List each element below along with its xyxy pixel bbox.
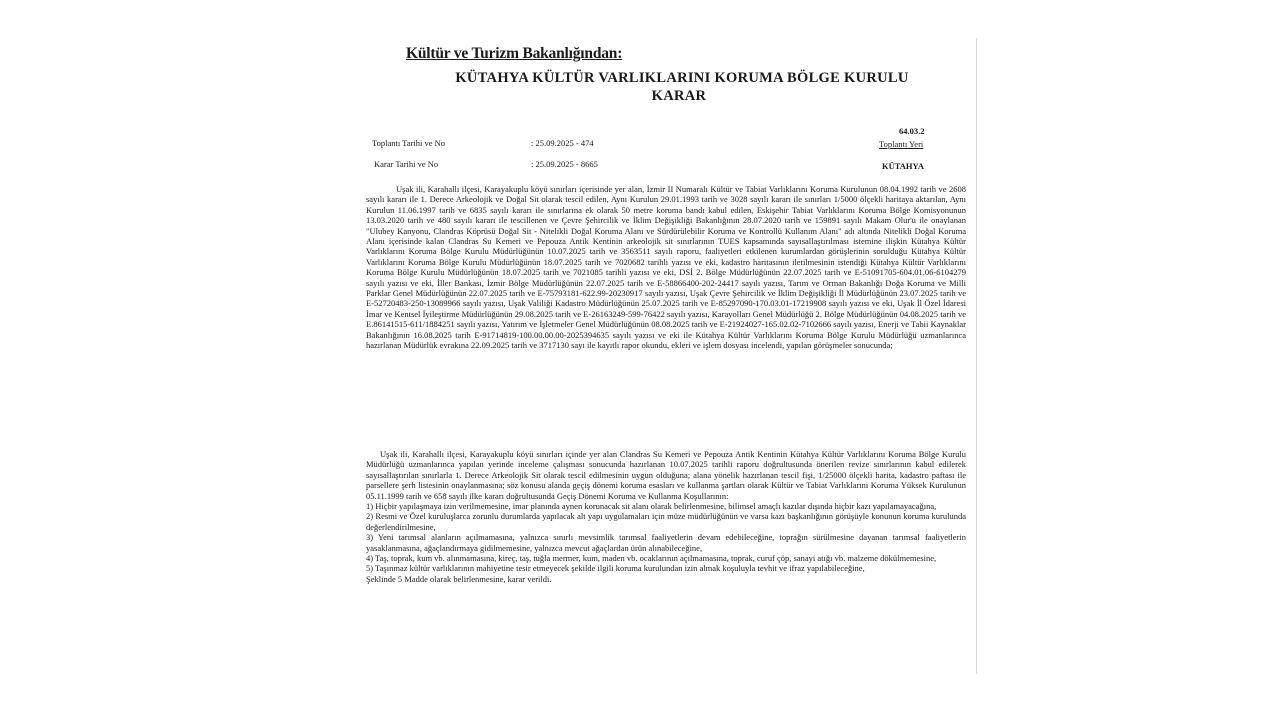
file-code: 64.03.2 — [899, 126, 925, 136]
board-name: KÜTAHYA KÜLTÜR VARLIKLARINI KORUMA BÖLGE KURULU — [455, 70, 909, 86]
condition-item-4: 4) Taş, toprak, kum vb. alınmamasına, kireç, taş, tuğla mermer, kum, maden vb. ocaklarının açılmamasına, toprak, curuf çöp, sanayi atığı vb. malzeme dökülmemesine, — [366, 553, 937, 564]
paragraph-considerations: Uşak ili, Karahallı ilçesi, Karayakuplu köyü sınırları içerisinde yer alan, İzmir II Numaralı Kültür ve Tabiat Varlıklarını Koruma Kurulunun 08.04.1992 tarih ve 2608 sayılı kararı ile 1. Derece Arkeolojik ve Doğal Sit olarak tescil edilen, Aynı Kurulun 29.01.1993 tarih ve 3028 sayılı kararı ile sınırları 1/5000 ölçekli haritaya aktarılan, Aynı Kurulun 11.06.1997 tarih ve 6835 sayılı kararı ile sınırlarına ek olarak 50 metre koruma bandı kabul edilen, Eskişehir Tabiat Varlıklarını Koruma Bölge Komisyonunun 13.03.2020 tarih ve 480 sayılı kararı ile tescillenen ve Çevre Şehircilik ve İklim Değişikliği Bakanlığının 28.07.2020 tarih ve 159891 sayılı Makam Olur'u ile onaylanan "Ulubey Kanyonu, Clandras Köprüsü Doğal Sit - Nitelikli Doğal Koruma Alanı ve Sürdürülebilir Koruma ve Kontrollü Kullanım Alanı" adı altında Nitelikli Doğal Koruma Alanı içerisinde kalan Clandras Su Kemeri ve Pepouza Antik Kentinin arkeolojik sit sınırlarının TUES kapsamında sayısallaştırılması istemine ilişkin Kütahya Kültür Varlıklarını Koruma Bölge Kurulu Müdürlüğünün 10.07.2025 tarih ve 3563511 sayılı raporu, faaliyetleri etkilenen kurumlardan görüşlerinin sorulduğu Kütahya Kültür Varlıklarını Koruma Bölge Kurulu Müdürlüğünün 18.07.2025 tarih ve 7020682 tarihli yazısı ve eki, kadastro haritasının iletilmesinin istendiği Kütahya Kültür Varlıklarını Koruma Bölge Kurulu Müdürlüğünün 18.07.2025 tarih ve 7021085 tarihli yazısı ve eki, DSİ 2. Bölge Müdürlüğünün 22.07.2025 tarih ve E-51091705-604.01.06-6104279 sayılı yazısı ve eki, İller Bankası, İzmir Bölge Müdürlüğünün 22.07.2025 tarih ve E-58866400-202-24417 sayılı yazısı, Tarım ve Orman Bakanlığı Doğa Koruma ve Milli Parklar Genel Müdürlüğünün 22.07.2025 tarih ve E-75793181-622.99-20230917 sayılı yazısı, Uşak Çevre Şehircilik ve İklim Değişikliği İl Müdürlüğünün 23.07.2025 tarih ve E-52720483-250-13089966 sayılı yazısı, Uşak Valiliği Kadastro Müdürlüğünün 25.07.2025 tarih ve E-85297090-170.03.01-17219908 sayılı yazısı ve eki, Uşak İl Özel İdaresi İmar ve Kentsel İyileştirme Müdürlüğünün 29.08.2025 tarih ve E-26163249-599-76422 sayılı yazısı, Karayolları Genel Müdürlüğü 2. Bölge Müdürlüğünün 04.08.2025 tarih ve E.86141515-611/1884251 sayılı yazısı, Yatırım ve İşletmeler Genel Müdürlüğünün 08.08.2025 tarih ve E-21924027-165.02.02-7102666 sayılı yazısı, Enerji ve Tabii Kaynaklar Bakanlığının 16.08.2025 tarih E-91714819-100.00.00.00-2025394635 sayılı yazısı ve eki ile Kütahya Kültür Varlıklarını Koruma Bölge Kurulu Müdürlüğü uzmanlarınca hazırlanan Müdürlük evrakına 22.09.2025 tarih ve 3717130 sayı ile kayıtlı rapor okundu, ekleri ve işlem dosyası incelendi, yapılan görüşmeler sonucunda; — [366, 184, 966, 351]
condition-item-3: 3) Yeni tarımsal alanların açılmamasına, yalnızca sınırlı mevsimlik tarımsal faaliyetlerin devam edebileceğine, toprağın sürülmesine dayanan tarımsal faaliyetlerin yasaklanmasına, ağaçlandırmaya gidilmemesine, yalnızca mevcut ağaçlardan ürün alınabileceğine, — [366, 532, 966, 553]
meeting-place-label: Toplantı Yeri — [879, 139, 924, 149]
condition-item-2: 2) Resmi ve Özel kuruluşlarca zorunlu durumlarda yapılacak alt yapı uygulamaları için müze müdürlüğünün ve varsa kazı başkanlığının görüşüyle konunun koruma kurulunda değerlendirilmesine, — [366, 511, 966, 532]
condition-item-1: 1) Hiçbir yapılaşmaya izin verilmemesine, imar planında aynen korunacak sit alanı olarak belirlenmesine, bilimsel amaçlı kazılar dışında hiçbir kazı yapılamayacağına, — [366, 501, 937, 512]
closing-line: Şeklinde 5 Madde olarak belirlenmesine, karar verildi. — [366, 573, 552, 584]
condition-item-5: 5) Taşınmaz kültür varlıklarının mahiyetine tesir etmeyecek şekilde ilgili koruma kurulundan izin almak koşuluyla tevhit ve ifraz yapılabileceğine, — [366, 563, 865, 574]
decision-label: Karar Tarihi ve No — [374, 159, 439, 169]
decision-heading: KARAR — [651, 88, 707, 104]
document-page — [358, 38, 977, 674]
decision-section — [366, 449, 966, 584]
ministry-heading: Kültür ve Turizm Bakanlığından: — [406, 45, 623, 62]
meeting-label: Toplantı Tarihi ve No — [372, 138, 446, 148]
decision-value: : 25.09.2025 - 8665 — [531, 159, 598, 169]
board-title — [358, 69, 976, 105]
meeting-place: KÜTAHYA — [882, 161, 925, 171]
meeting-value: : 25.09.2025 - 474 — [531, 138, 594, 148]
paragraph-decision: Uşak ili, Karahallı ilçesi, Karayakuplu köyü sınırları içinde yer alan Clandras Su Kemeri ve Pepouza Antik Kentinin Kütahya Kültür Varlıklarını Koruma Bölge Kurulu Müdürlüğü uzmanlarınca yapılan yerinde inceleme çalışması sonucunda hazırlanan 10.07.2025 tarihli raporu doğrultusunda önerilen revize sınırlarının kabul edilerek sayısallaştırılan sınırlarla 1. Derece Arkeolojik Sit olarak tescil edilmesinin uygun olduğuna; alana yönelik hazırlanan tescil fişi, 1/25000 ölçekli harita, kadastro paftası ile parsellere şerh listesinin onaylanmasına; söz konusu alanda geçiş dönemi koruma esasları ve kullanma şartları olarak Kültür ve Tabiat Varlıklarını Koruma Yüksek Kurulunun 05.11.1999 tarih ve 658 sayılı ilke kararı doğrultusunda Geçiş Dönemi Koruma ve Kullanma Koşullarının: — [366, 449, 966, 501]
